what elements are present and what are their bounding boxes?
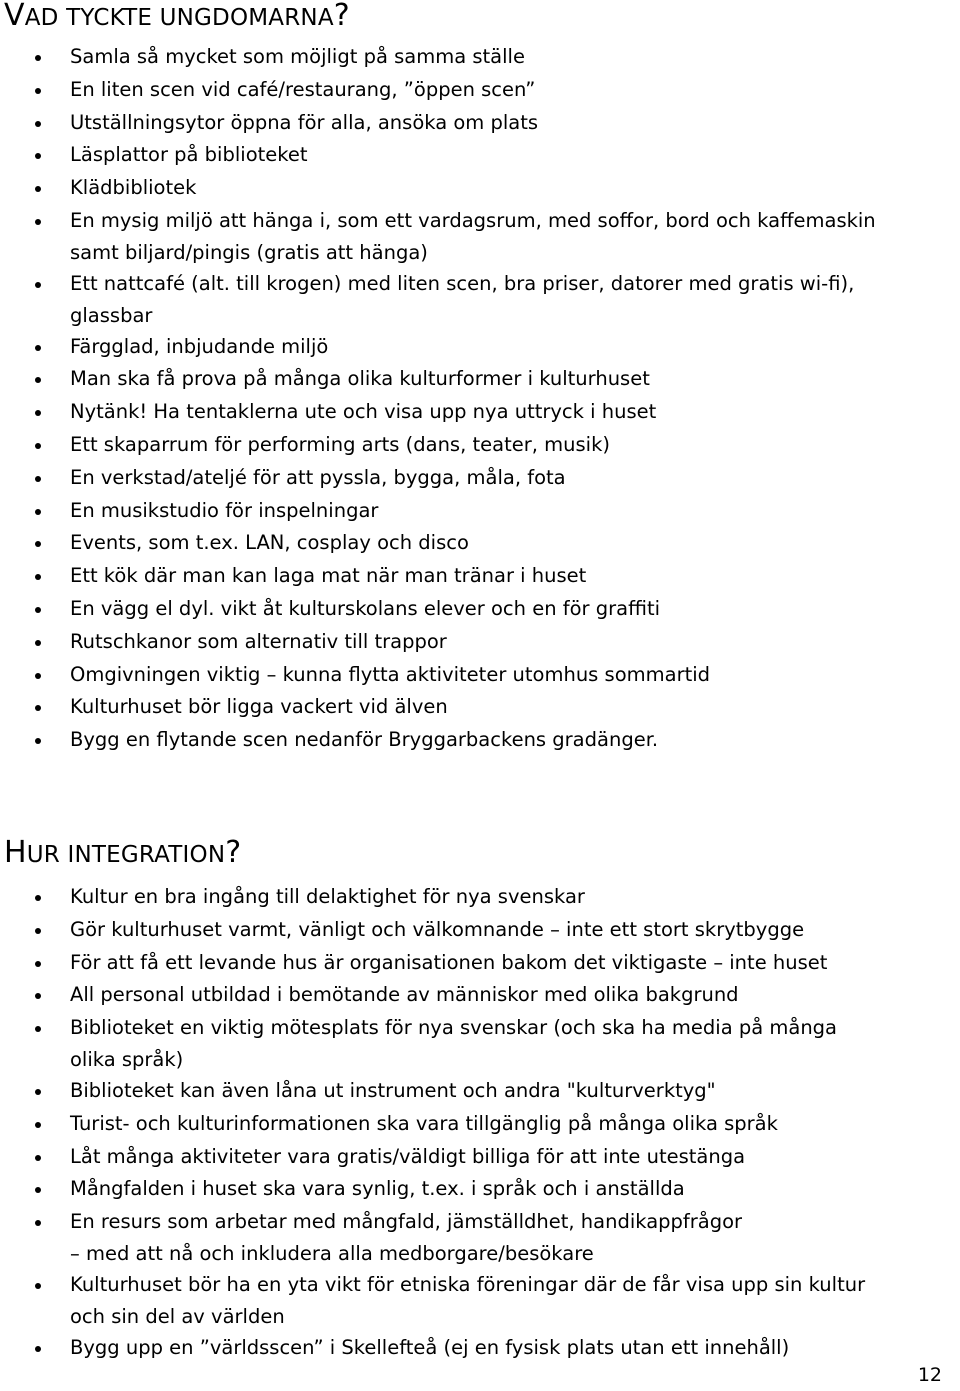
list-item: [0, 462, 960, 495]
bullet-icon: [35, 121, 41, 127]
list-item: [0, 41, 960, 74]
list-item-text: Gör kulturhuset varmt, vänligt och välkomnande – inte ett stort skrytbygge: [70, 917, 805, 941]
list-item-text: Mångfalden i huset ska vara synlig, t.ex. i språk och i anställda: [70, 1177, 685, 1201]
bullet-icon: [35, 410, 41, 416]
page-number: 12: [917, 1364, 942, 1386]
list-item: [0, 724, 960, 757]
list-item: [0, 560, 960, 593]
list-item-text: Ett kök där man kan laga mat när man tränar i huset: [70, 564, 587, 588]
bullet-icon: [35, 895, 41, 901]
list-item: [0, 363, 960, 396]
list-item-text: Turist- och kulturinformationen ska vara tillgänglig på många olika språk: [70, 1111, 778, 1135]
list-item-text: Utställningsytor öppna för alla, ansöka om plats: [70, 110, 539, 134]
list-item: [0, 1206, 960, 1269]
list-item-text: Omgivningen viktig – kunna flytta aktiviteter utomhus sommartid: [70, 662, 711, 686]
bullet-icon: [35, 1089, 41, 1095]
bullet-icon: [35, 1155, 41, 1161]
list-item-text: Färgglad, inbjudande miljö: [70, 334, 329, 358]
list-item-text: Låt många aktiviteter vara gratis/väldigt billiga för att inte utestänga: [70, 1144, 746, 1168]
bullet-icon: [35, 282, 41, 288]
list-item-text: Klädbibliotek: [70, 176, 197, 200]
list-item: [0, 626, 960, 659]
bullet-icon: [35, 993, 41, 999]
list-item-text: Samla så mycket som möjligt på samma ställe: [70, 45, 525, 68]
bullet-icon: [35, 377, 41, 383]
list-item: [0, 1108, 960, 1141]
list-item-text: All personal utbildad i bemötande av människor med olika bakgrund: [70, 983, 739, 1007]
list-item: [0, 1075, 960, 1108]
bullet-icon: [35, 345, 41, 351]
section-heading-ungdomarna: [4, 1, 350, 33]
list-item: [0, 495, 960, 528]
bullet-list-integration: [0, 881, 960, 1365]
list-item: [0, 74, 960, 107]
bullet-icon: [35, 1346, 41, 1352]
heading-initial: H: [4, 835, 27, 870]
list-item-text: Kulturhuset bör ligga vackert vid älven: [70, 695, 448, 719]
list-item-text: Kultur en bra ingång till delaktighet för nya svenskar: [70, 885, 585, 908]
list-item: [0, 1141, 960, 1174]
bullet-icon: [35, 640, 41, 646]
bullet-icon: [35, 443, 41, 449]
list-item: [0, 1332, 960, 1365]
list-item: [0, 881, 960, 914]
list-item: [0, 914, 960, 947]
heading-question-mark: ?: [333, 0, 350, 33]
list-item: [0, 396, 960, 429]
list-item: [0, 691, 960, 724]
list-item-text: samt biljard/pingis (gratis att hänga): [70, 240, 428, 264]
bullet-icon: [35, 55, 41, 61]
list-item-text: En vägg el dyl. vikt åt kulturskolans elever och en för graffiti: [70, 596, 661, 620]
bullet-icon: [35, 1220, 41, 1226]
list-item-text: Nytänk! Ha tentaklerna ute och visa upp nya uttryck i huset: [70, 400, 657, 424]
list-item-text: Bygg en flytande scen nedanför Bryggarbackens gradänger.: [70, 728, 659, 752]
list-item-text: Läsplattor på biblioteket: [70, 143, 308, 167]
list-item: [0, 429, 960, 462]
bullet-icon: [35, 1187, 41, 1193]
list-item: [0, 205, 960, 268]
bullet-icon: [35, 88, 41, 94]
list-item-text: olika språk): [70, 1047, 184, 1071]
list-item-text: Events, som t.ex. LAN, cosplay och disco: [70, 531, 469, 555]
list-item: [0, 593, 960, 626]
bullet-icon: [35, 153, 41, 159]
list-item-text: En musikstudio för inspelningar: [70, 498, 379, 522]
bullet-icon: [35, 1122, 41, 1128]
heading-text: UR INTEGRATION: [26, 842, 226, 868]
list-item-text: Kulturhuset bör ha en yta vikt för etniska föreningar där de får visa upp sin kultur: [70, 1272, 866, 1296]
list-item-text: En resurs som arbetar med mångfald, jämställdhet, handikappfrågor: [70, 1210, 743, 1234]
list-item-text: Biblioteket en viktig mötesplats för nya svenskar (och ska ha media på många: [70, 1016, 838, 1040]
list-item: [0, 1012, 960, 1075]
heading-question-mark: ?: [225, 835, 242, 870]
bullet-icon: [35, 219, 41, 225]
bullet-list-ungdomarna: [0, 41, 960, 757]
bullet-icon: [35, 673, 41, 679]
list-item: [0, 331, 960, 364]
list-item-text: glassbar: [70, 303, 153, 327]
bullet-icon: [35, 738, 41, 744]
bullet-icon: [35, 541, 41, 547]
list-item: [0, 527, 960, 560]
bullet-icon: [35, 607, 41, 613]
list-item: [0, 107, 960, 140]
list-item: [0, 139, 960, 172]
heading-text: AD TYCKTE UNGDOMARNA: [24, 5, 334, 31]
list-item-text: Bygg upp en ”världsscen” i Skellefteå (ej en fysisk plats utan ett innehåll): [70, 1335, 790, 1359]
list-item-text: Ett nattcafé (alt. till krogen) med liten scen, bra priser, datorer med gratis wi-fi),: [70, 271, 855, 295]
list-item: [0, 1269, 960, 1332]
bullet-icon: [35, 1283, 41, 1289]
section-heading-integration: [4, 835, 242, 870]
bullet-icon: [35, 961, 41, 967]
bullet-icon: [35, 509, 41, 515]
bullet-icon: [35, 928, 41, 934]
bullet-icon: [35, 186, 41, 192]
list-item-text: Man ska få prova på många olika kulturformer i kulturhuset: [70, 367, 650, 391]
list-item-text: och sin del av världen: [70, 1304, 285, 1328]
list-item: [0, 979, 960, 1012]
list-item-text: Rutschkanor som alternativ till trappor: [70, 629, 447, 653]
bullet-icon: [35, 574, 41, 580]
list-item-text: En mysig miljö att hänga i, som ett vardagsrum, med soffor, bord och kaffemaskin: [70, 208, 876, 232]
bullet-icon: [35, 1026, 41, 1032]
list-item-text: En verkstad/ateljé för att pyssla, bygga, måla, fota: [70, 465, 566, 489]
list-item: [0, 268, 960, 331]
list-item: [0, 172, 960, 205]
list-item: [0, 947, 960, 980]
list-item-text: Biblioteket kan även låna ut instrument och andra "kulturverktyg": [70, 1078, 716, 1102]
bullet-icon: [35, 476, 41, 482]
list-item-text: För att få ett levande hus är organisationen bakom det viktigaste – inte huset: [70, 950, 828, 974]
list-item-text: – med att nå och inkludera alla medborgare/besökare: [70, 1241, 594, 1265]
heading-initial: V: [4, 0, 25, 33]
list-item: [0, 659, 960, 692]
list-item: [0, 1173, 960, 1206]
list-item-text: Ett skaparrum för performing arts (dans, teater, musik): [70, 432, 610, 456]
bullet-icon: [35, 705, 41, 711]
list-item-text: En liten scen vid café/restaurang, ”öppen scen”: [70, 77, 536, 101]
